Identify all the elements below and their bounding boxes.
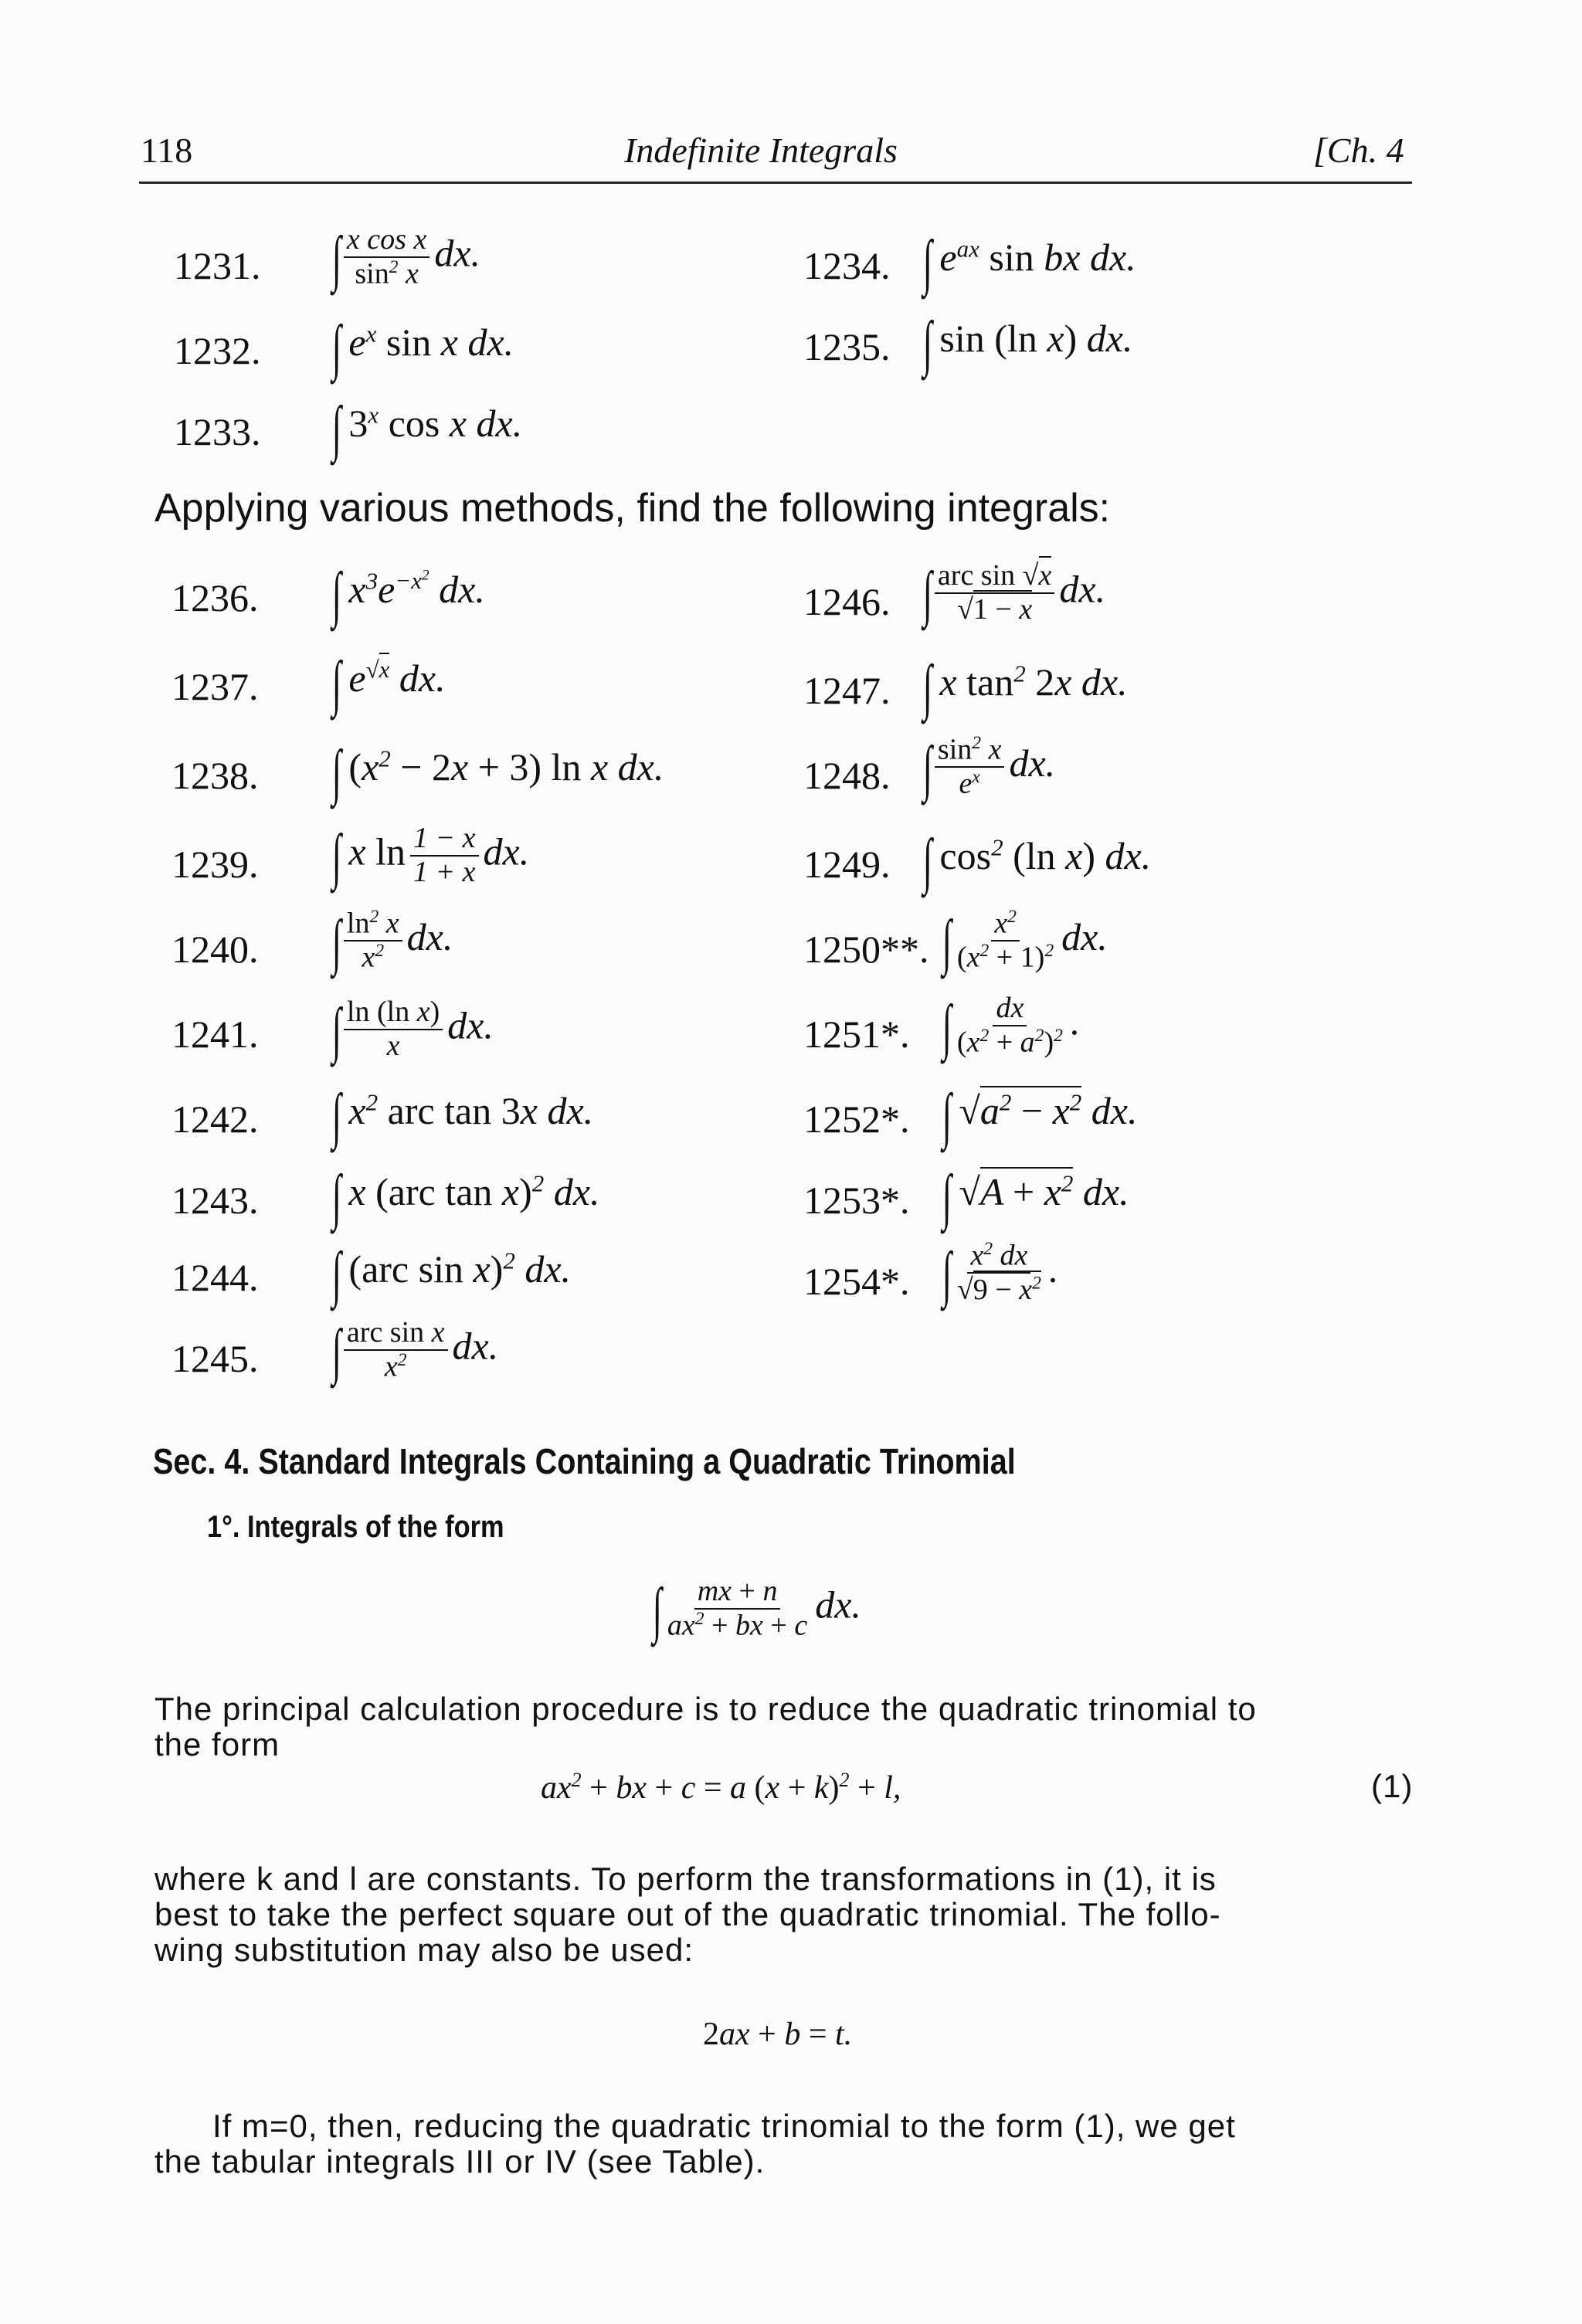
- problem-integral: ∫ $\frac{\sin^2 x}{e^x}$ dx.: [922, 733, 1056, 802]
- header-rule: [139, 182, 1412, 184]
- problem-number: 1253*.: [803, 1179, 910, 1222]
- problem-number: 1233.: [174, 410, 261, 453]
- problem-integral: ∫ $√A + x^2$ dx.: [942, 1163, 1129, 1231]
- text-line: the tabular integrals III or IV (see Table).: [154, 2143, 766, 2180]
- chapter-label: [Ch. 4: [1313, 131, 1404, 170]
- problem-number: 1247.: [803, 669, 891, 712]
- problem-integral: ∫ $\frac{dx}{(x^2 + a^2)^2}$ .: [942, 992, 1081, 1061]
- paragraph: [154, 1861, 1445, 1968]
- problem-integral: ∫ x (arc tan x)$^2$ dx.: [331, 1163, 600, 1231]
- equation-label: (1): [1371, 1768, 1414, 1804]
- problem-integral: ∫ $\frac{\text{arc sin x}}{x^2}$ dx.: [331, 1316, 499, 1386]
- problem-integral: ∫ $√a^2 - x^2$ dx.: [942, 1082, 1138, 1150]
- subsection-heading: 1°. Integrals of the form: [207, 1510, 504, 1544]
- problem-integral: ∫ $\frac{x^2}{(x^2 + 1)^2}$ dx.: [942, 907, 1108, 976]
- problem-number: 1252*.: [803, 1098, 910, 1141]
- problem-integral: ∫ x $\tan^2 2x$ dx.: [922, 653, 1128, 721]
- problem-integral: ∫ 3$^x$ cos x dx.: [331, 395, 523, 463]
- problem-integral: ∫ $\frac{\text{arc sin √x}}{√1 - x}$ dx.: [919, 560, 1105, 626]
- problem-number: 1241.: [171, 1013, 259, 1056]
- text-line: If m=0, then, reducing the quadratic trinomial to the form (1), we get: [212, 2108, 1236, 2144]
- problem-number: 1246.: [803, 580, 891, 623]
- problem-number: 1248.: [803, 754, 891, 797]
- problem-number: 1250**.: [803, 928, 929, 971]
- text-line: the form: [154, 1726, 280, 1763]
- problem-integral: ∫ $(x^2 - 2x + 3)$ ln x dx.: [331, 738, 664, 806]
- problem-number: 1232.: [174, 329, 261, 372]
- paragraph: [154, 1691, 1445, 1763]
- problem-number: 1243.: [171, 1179, 259, 1222]
- problem-number: 1254*.: [803, 1260, 910, 1303]
- problem-integral: ∫ $\cos^2 (\ln$ x) dx.: [922, 827, 1152, 895]
- instruction-text: Applying various methods, find the following integrals:: [154, 486, 1111, 531]
- problem-number: 1235.: [803, 325, 891, 368]
- problem-integral: ∫ (arc sin x)$^2$ dx.: [331, 1240, 572, 1308]
- problem-number: 1240.: [171, 928, 259, 971]
- problem-integral: ∫ x ln $\frac{1 - x}{1 + x}$ dx.: [331, 822, 530, 891]
- substitution-formula: 2ax + b = t.: [703, 2017, 853, 2052]
- problem-number: 1231.: [174, 244, 261, 287]
- equation-1: $ax^2$ + bx + c = a $(x + k)^2 + l$,: [541, 1769, 901, 1806]
- problem-number: 1237.: [171, 665, 259, 708]
- text-line: The principal calculation procedure is to reduce the quadratic trinomial to: [154, 1691, 1257, 1727]
- problem-number: 1239.: [171, 843, 259, 886]
- problem-integral: ∫ $e^{√x}$ dx.: [331, 650, 446, 718]
- problem-number: 1234.: [803, 244, 891, 287]
- problem-integral: ∫ $x^2$ arc tan 3x dx.: [331, 1082, 594, 1150]
- problem-integral: ∫ $\frac{x^2 dx}{√9 - x^2}$ .: [942, 1239, 1059, 1308]
- paragraph: [154, 2109, 1445, 2180]
- problem-number: 1251*.: [803, 1013, 910, 1056]
- problem-integral: ∫ $\frac{\ln^2 x}{x^2}$ dx.: [331, 907, 453, 976]
- problem-integral: ∫ $\frac{\text{ln (ln x)}}{x}$ dx.: [331, 996, 494, 1065]
- display-formula: ∫ $\frac{mx + n}{ax^2 + bx + c}$ dx.: [652, 1575, 861, 1644]
- problem-number: 1242.: [171, 1098, 259, 1141]
- problem-integral: ∫ sin (ln x) dx.: [922, 310, 1133, 378]
- problem-number: 1236.: [171, 576, 259, 619]
- problem-number: 1244.: [171, 1256, 259, 1299]
- running-title: Indefinite Integrals: [624, 131, 898, 170]
- problem-number: 1238.: [171, 754, 259, 797]
- text-line: best to take the perfect square out of the quadratic trinomial. The follo-: [154, 1896, 1221, 1932]
- problem-number: 1249.: [803, 843, 891, 886]
- text-line: where k and l are constants. To perform the transformations in (1), it is: [154, 1861, 1217, 1897]
- problem-integral: ∫ $\frac{\text{x cos x}}{\sin^2 x}$ dx.: [331, 223, 481, 293]
- problem-integral: ∫ $x^3e^{-x^2}$ dx.: [331, 561, 485, 629]
- section-heading: Sec. 4. Standard Integrals Containing a Quadratic Trinomial: [153, 1441, 1016, 1481]
- text-line: wing substitution may also be used:: [154, 1932, 694, 1968]
- problem-number: 1245.: [171, 1337, 259, 1380]
- problem-integral: ∫ $e^{ax}$ sin bx dx.: [922, 229, 1136, 297]
- page-number: 118: [141, 131, 193, 170]
- problem-integral: ∫ $e^x$ sin x dx.: [331, 314, 514, 382]
